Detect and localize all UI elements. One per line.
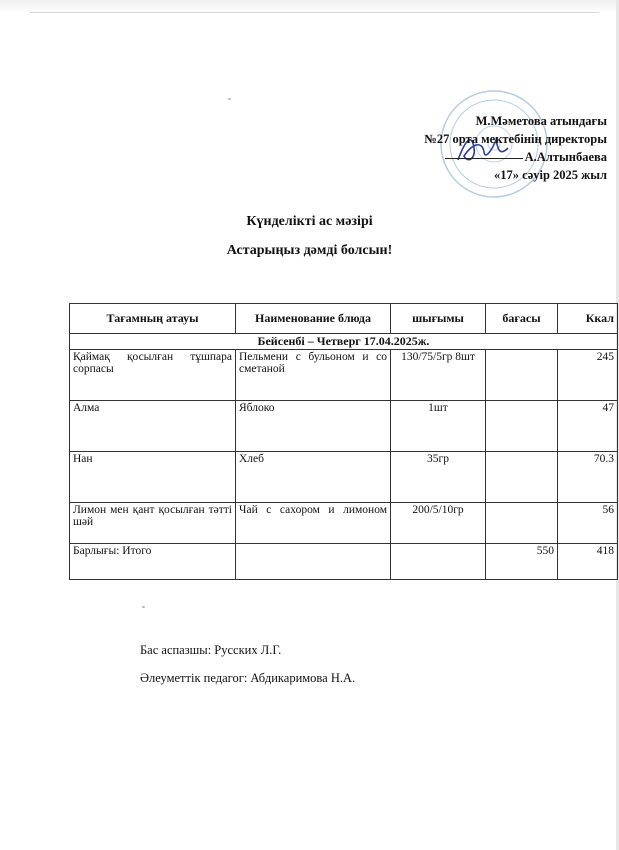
table-header-row (70, 304, 618, 334)
table-row (70, 452, 618, 503)
dish-kcal: 70.3 (558, 452, 618, 503)
menu-table (69, 303, 618, 580)
dish-kz: Лимон мен қант қосылған тәтті шәй (70, 503, 236, 544)
table-row (70, 350, 618, 401)
scan-line (30, 12, 599, 13)
dish-kcal: 245 (558, 350, 618, 401)
approval-position: №27 орта мектебінің директоры (424, 132, 607, 146)
header-price: бағасы (486, 304, 558, 334)
approval-director: А.Алтынбаева (307, 148, 607, 166)
table-row (70, 401, 618, 452)
total-empty (391, 544, 486, 580)
dish-kz: Қаймақ қосылған тұшпара сорпасы (70, 350, 236, 401)
scan-speck (142, 606, 145, 608)
header-output: шығымы (391, 304, 486, 334)
day-label: Бейсенбі – Четверг 17.04.2025ж. (70, 334, 618, 350)
dish-ru: Хлеб (236, 452, 391, 503)
menu-subtitle: Астарыңыз дәмді болсын! (226, 243, 393, 258)
total-label: Барлығы: Итого (70, 544, 236, 580)
dish-price (486, 503, 558, 544)
dish-output: 1шт (391, 401, 486, 452)
dish-price (486, 452, 558, 503)
dish-price (486, 401, 558, 452)
dish-output: 200/5/10гр (391, 503, 486, 544)
header-kcal: Ккал (558, 304, 618, 334)
dish-kcal: 47 (558, 401, 618, 452)
chef-line: Бас аспазшы: Русских Л.Г. (140, 643, 282, 657)
table-row (70, 503, 618, 544)
pedagogue-line: Әлеуметтік педагог: Абдикаримова Н.А. (140, 671, 356, 685)
total-row (70, 544, 618, 580)
dish-kcal: 56 (558, 503, 618, 544)
total-kcal: 418 (558, 544, 618, 580)
dish-ru: Яблоко (236, 401, 391, 452)
dish-output: 130/75/5гр 8шт (391, 350, 486, 401)
dish-ru: Пельмени с бульоном и со сметаной (236, 350, 391, 401)
dish-kz: Алма (70, 401, 236, 452)
dish-kz: Нан (70, 452, 236, 503)
total-empty (236, 544, 391, 580)
menu-title: Күнделікті ас мәзірі (246, 214, 373, 229)
approval-school: М.Мәметова атындағы (475, 114, 607, 128)
dish-output: 35гр (391, 452, 486, 503)
total-price: 550 (486, 544, 558, 580)
approval-date: «17» сәуір 2025 жыл (494, 168, 607, 182)
day-row (70, 334, 618, 350)
dish-price (486, 350, 558, 401)
approval-block (307, 112, 607, 184)
signature-line (445, 158, 523, 159)
dish-ru: Чай с сахором и лимоном (236, 503, 391, 544)
scan-speck (228, 98, 231, 100)
header-ru-name: Наименование блюда (236, 304, 391, 334)
header-kz-name: Тағамның атауы (70, 304, 236, 334)
